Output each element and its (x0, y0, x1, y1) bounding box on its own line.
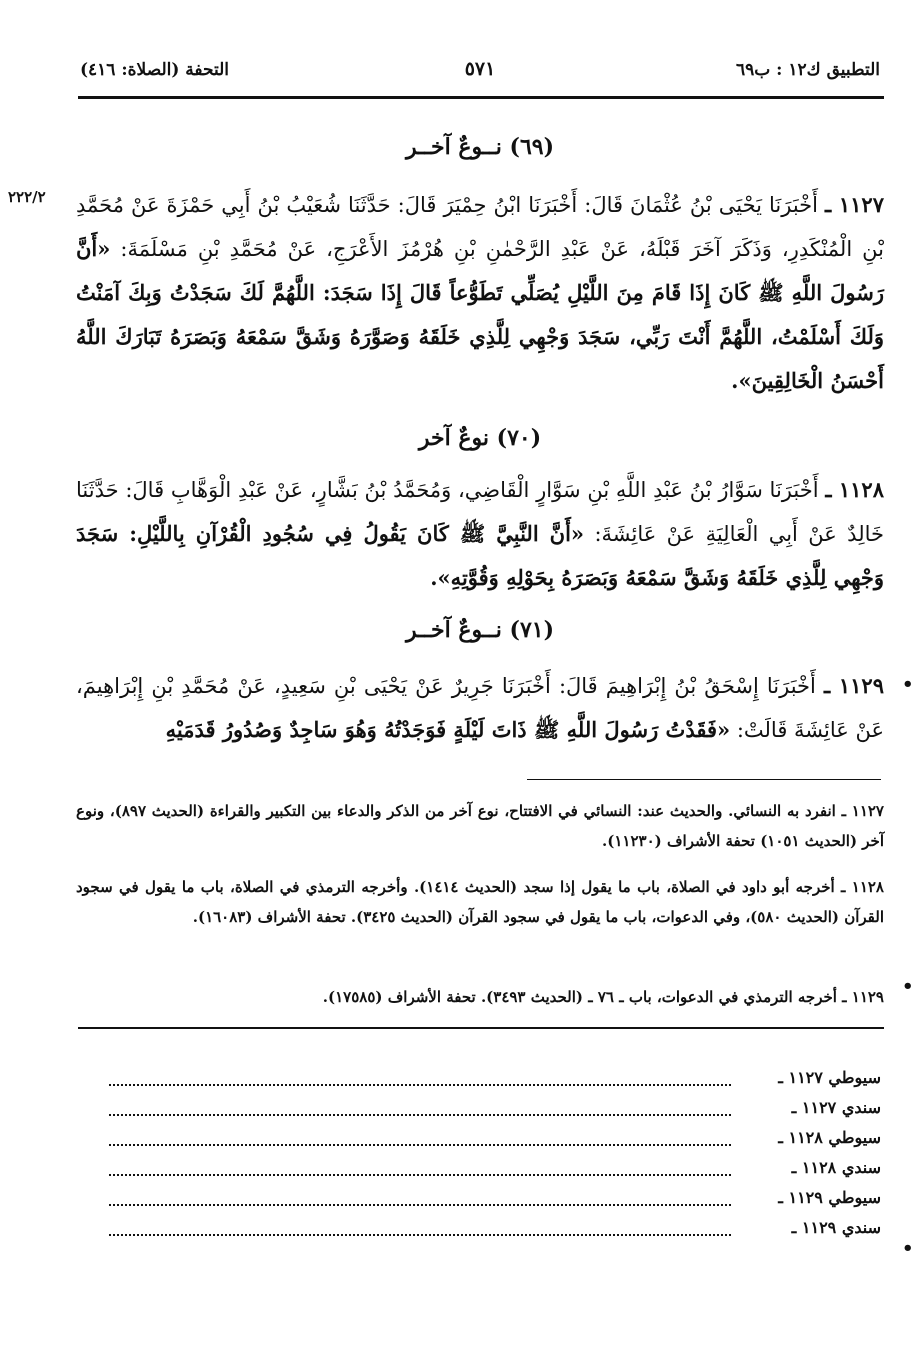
hadith-chain: أَخْبَرَنَا إِسْحَقُ بْنُ إِبْرَاهِيمَ قَالَ: أَخْبَرَنَا جَرِيرٌ عَنْ يَحْيَى بْنِ سَعِيدٍ، عَنْ مُحَمَّدِ بْنِ إِبْرَاهِيمَ، عَنْ عَائِشَةَ قَالَتْ: (76, 674, 884, 742)
index-rule (78, 1027, 884, 1029)
hadith-chain: أَخْبَرَنَا يَحْيَى بْنُ عُثْمَانَ قَالَ: أَخْبَرَنَا ابْنُ حِمْيَرَ قَالَ: حَدَّثَنَا شُعَيْبُ بْنُ أَبِي حَمْزَةَ عَنْ مُحَمَّدِ بْنِ الْمُنْكَدِرِ، وَذَكَرَ آخَرَ قَبْلَهُ، عَنْ عَبْدِ الرَّحْمٰنِ بْنِ هُرْمُزَ الأَعْرَجِ، عَنْ مُحَمَّدِ بْنِ مَسْلَمَةَ: (76, 193, 884, 261)
hadith-matn: «أَنَّ رَسُولَ اللَّهِ ﷺ كَانَ إِذَا قَامَ مِنَ اللَّيْلِ يُصَلِّي تَطَوُّعاً قَالَ إِذَا سَجَدَ: اللَّهُمَّ لَكَ سَجَدْتُ وَبِكَ آمَنْتُ وَلَكَ أَسْلَمْتُ، اللَّهُمَّ أَنْتَ رَبِّي، سَجَدَ وَجْهِي لِلَّذِي خَلَقَهُ وَصَوَّرَهُ وَشَقَّ سَمْعَهُ وَبَصَرَهُ تَبَارَكَ اللَّهُ أَحْسَنُ الْخَالِقِينَ». (76, 236, 884, 393)
dotted-leader (109, 1104, 731, 1116)
index-label: سيوطي ١١٢٧ ـ (778, 1068, 881, 1087)
index-label: سندي ١١٢٧ ـ (791, 1098, 881, 1117)
index-label: سيوطي ١١٢٨ ـ (778, 1128, 881, 1147)
commentary-index (81, 1066, 881, 1246)
hadith-matn: «فَقَدْتُ رَسُولَ اللَّهِ ﷺ ذَاتَ لَيْلَةٍ فَوَجَدْتُهُ وَهُوَ سَاجِدٌ وَصُدُورُ قَدَمَيْهِ (165, 717, 731, 742)
index-label: سندي ١١٢٩ ـ (791, 1218, 881, 1237)
margin-bullet: • (902, 674, 914, 695)
margin-bullet: • (902, 976, 914, 997)
dotted-leader (109, 1074, 731, 1086)
dotted-leader (109, 1164, 731, 1176)
index-row (81, 1186, 881, 1216)
index-label: سيوطي ١١٢٩ ـ (778, 1188, 881, 1207)
hadith-number: ١١٢٨ ـ (825, 477, 884, 502)
running-header (80, 58, 880, 88)
index-row (81, 1096, 881, 1126)
header-reference: التحفة (الصلاة: ٤١٦) (80, 60, 230, 80)
dotted-leader (109, 1134, 731, 1146)
dotted-leader (109, 1224, 731, 1236)
hadith-number: ١١٢٧ ـ (825, 192, 884, 217)
hadith-1127 (76, 183, 884, 403)
page-number: ٥٧١ (464, 58, 496, 80)
section-title-70: (٧٠) نوعٌ آخر (418, 425, 542, 451)
footnote-1128: ١١٢٨ ـ أخرجه أبو داود في الصلاة، باب ما يقول إذا سجد (الحديث ١٤١٤). وأخرجه الترمذي في الصلاة، باب ما يقول في سجود القرآن (الحديث ٥٨٠)، وفي الدعوات، باب ما يقول في سجود القرآن (الحديث ٣٤٢٥). تحفة الأشراف (١٦٠٨٣). (76, 878, 884, 926)
index-row (81, 1066, 881, 1096)
margin-note: ٢٢٢/٢ (8, 188, 46, 206)
header-rule (78, 96, 884, 99)
index-row (81, 1156, 881, 1186)
dotted-leader (109, 1194, 731, 1206)
index-row (81, 1126, 881, 1156)
header-chapter: التطبيق ك١٢ : ب٦٩ (735, 60, 880, 80)
hadith-matn: «أَنَّ النَّبِيَّ ﷺ كَانَ يَقُولُ فِي سُجُودِ الْقُرْآنِ بِاللَّيْلِ: سَجَدَ وَجْهِي لِلَّذِي خَلَقَهُ وَشَقَّ سَمْعَهُ وَبَصَرَهُ بِحَوْلِهِ وَقُوَّتِهِ». (76, 521, 884, 590)
footnote-rule (527, 779, 881, 780)
footnote-1129: ١١٢٩ ـ أخرجه الترمذي في الدعوات، باب ـ ٧٦ ـ (الحديث ٣٤٩٣). تحفة الأشراف (١٧٥٨٥). (322, 988, 884, 1006)
section-title-69: (٦٩) نــوعٌ آخــر (405, 134, 555, 160)
index-row (81, 1216, 881, 1246)
hadith-1129 (76, 664, 884, 752)
hadith-1128 (76, 468, 884, 600)
footnote-1127: ١١٢٧ ـ انفرد به النسائي. والحديث عند: النسائي في الافتتاح، نوع آخر من الذكر والدعاء بين التكبير والقراءة (الحديث ٨٩٧)، ونوع آخر (الحديث ١٠٥١) تحفة الأشراف (١١٢٣٠). (76, 802, 884, 850)
hadith-number: ١١٢٩ ـ (823, 673, 884, 698)
margin-bullet: • (902, 1238, 914, 1259)
section-title-71: (٧١) نــوعٌ آخــر (405, 617, 555, 643)
index-label: سندي ١١٢٨ ـ (791, 1158, 881, 1177)
hadith-chain: أَخْبَرَنَا سَوَّارُ بْنُ عَبْدِ اللَّهِ بْنِ سَوَّارٍ الْقَاضِي، وَمُحَمَّدُ بْنُ بَشَّارٍ، عَنْ عَبْدِ الْوَهَّابِ قَالَ: حَدَّثَنَا خَالِدٌ عَنْ أَبِي الْعَالِيَةِ عَنْ عَائِشَةَ: (76, 478, 884, 546)
